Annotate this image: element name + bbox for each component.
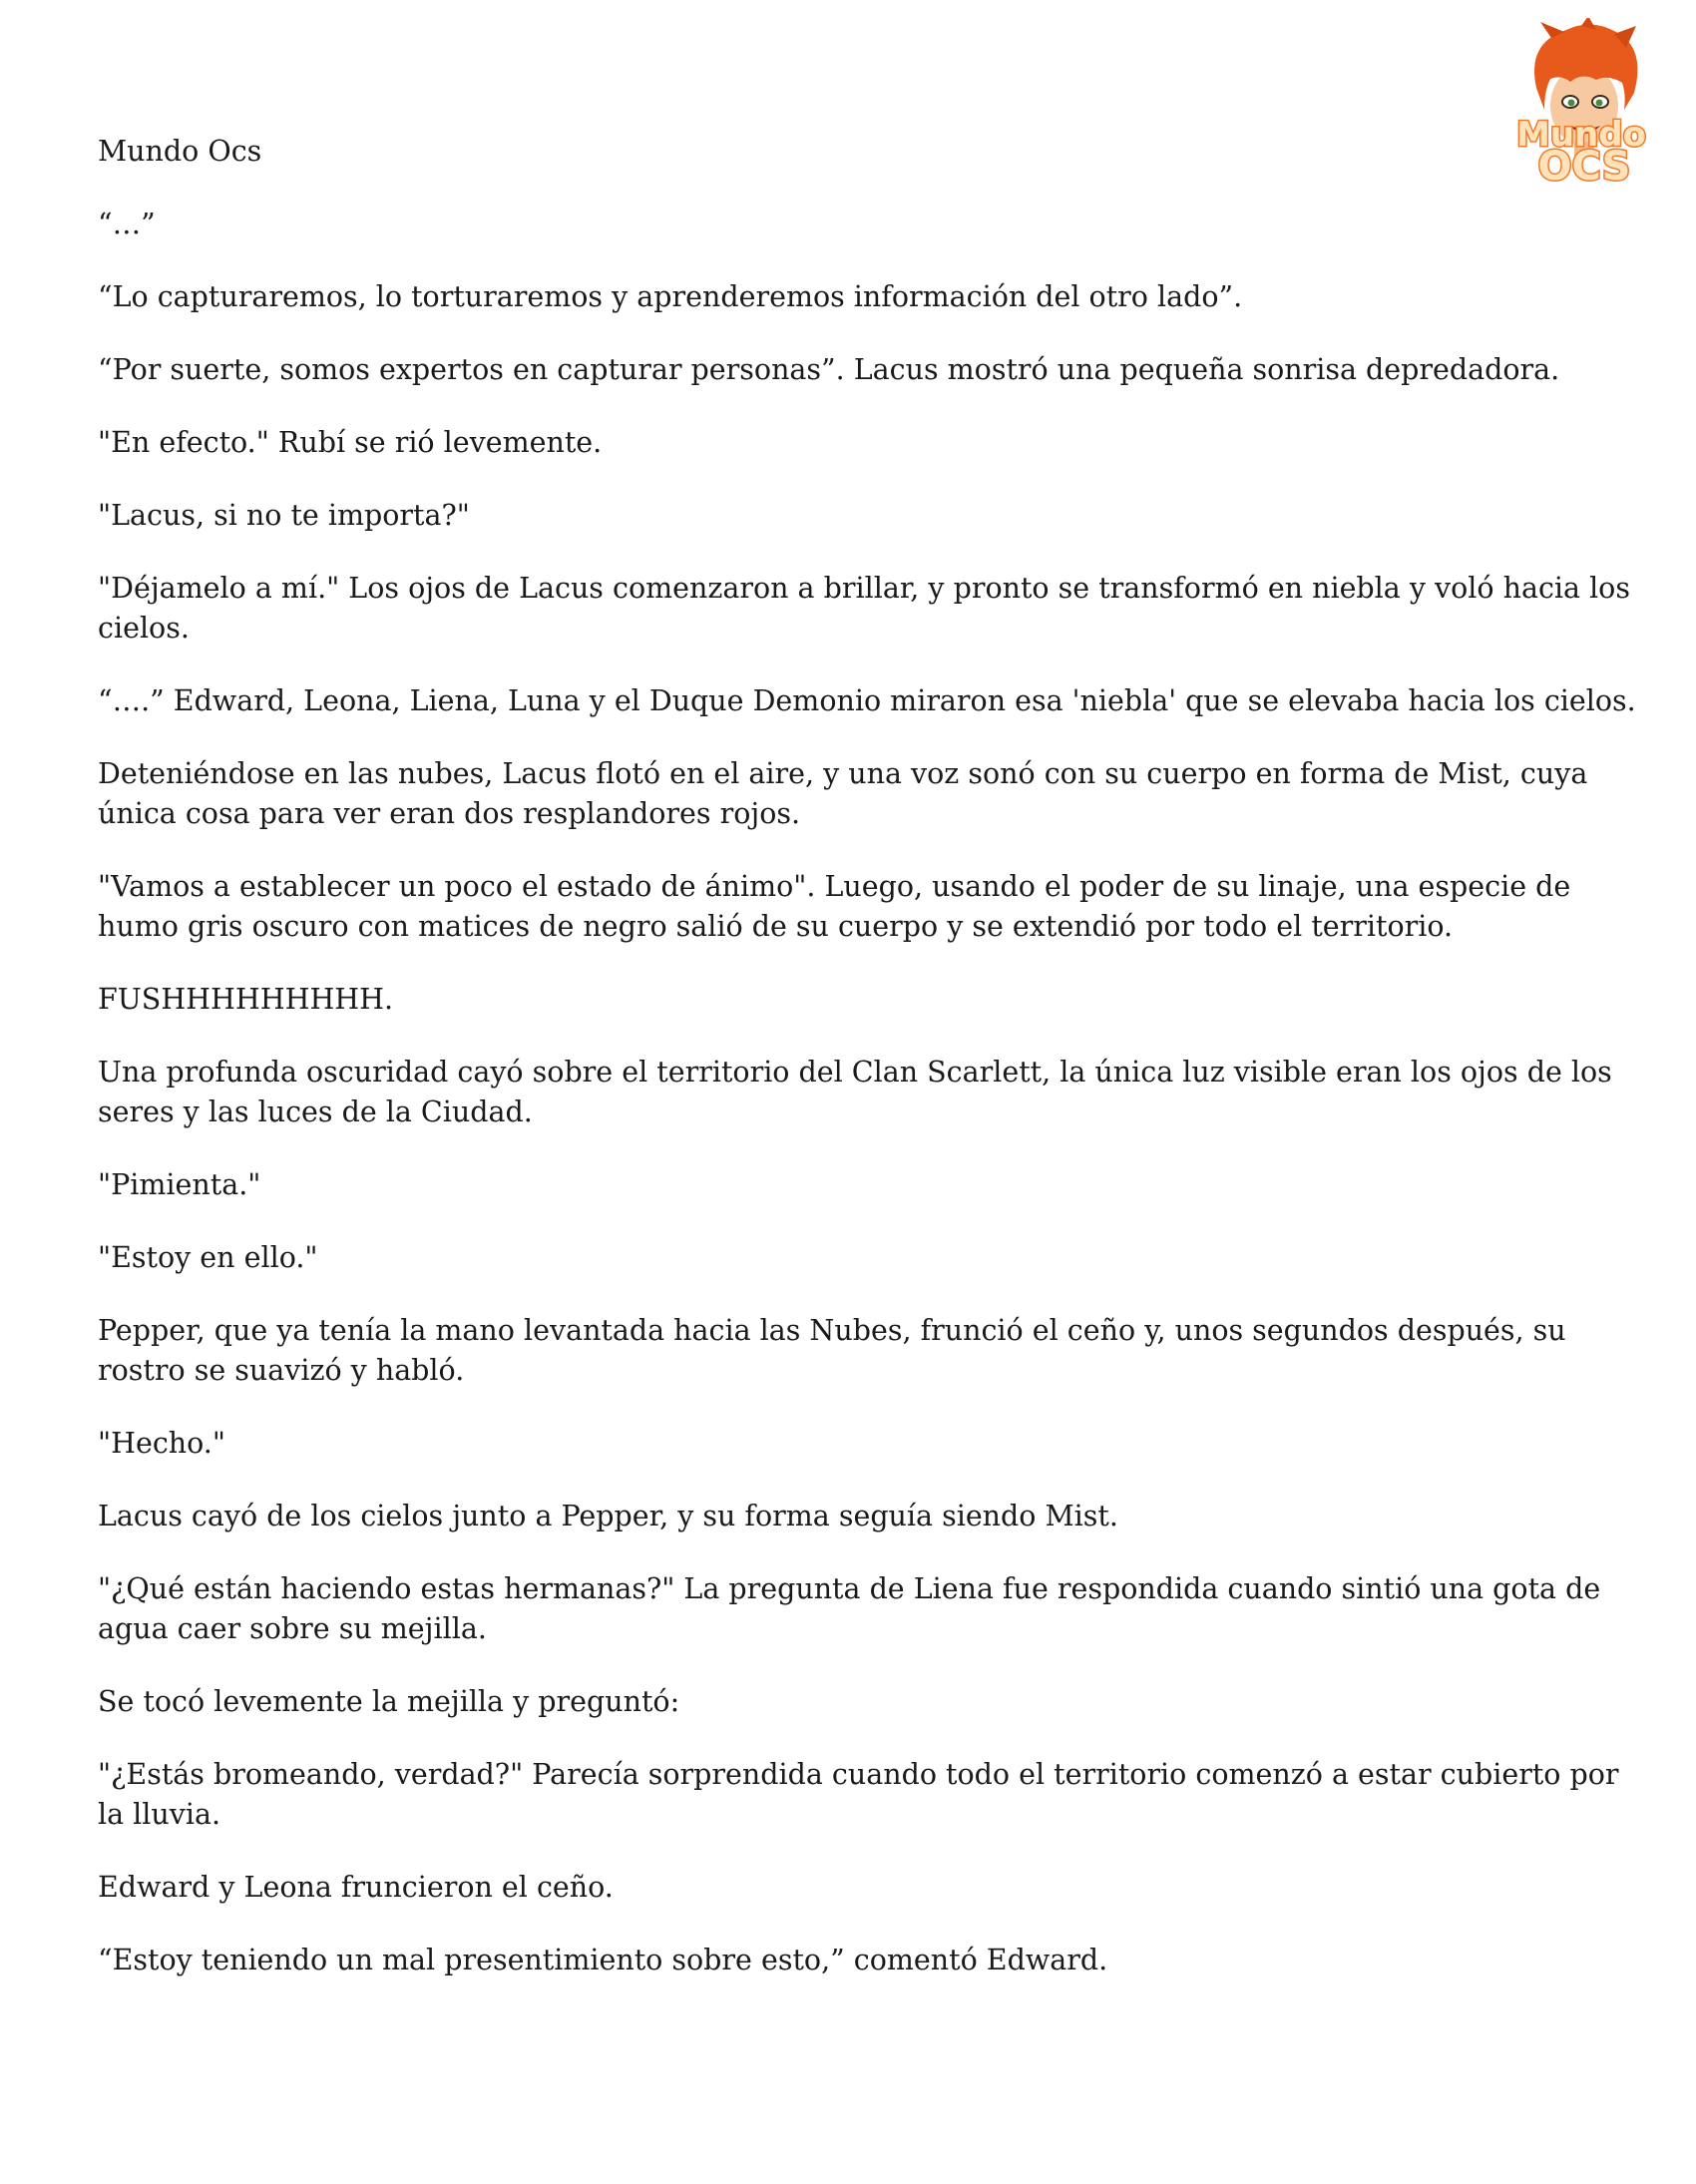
paragraph: "Lacus, si no te importa?" xyxy=(98,499,470,532)
paragraph: “…” xyxy=(98,208,156,240)
paragraph: Una profunda oscuridad cayó sobre el territorio del Clan Scarlett, la única luz visible eran los ojos de los seres y las luces de la Ciudad. xyxy=(98,1056,1612,1128)
paragraph: "Estoy en ello." xyxy=(98,1241,318,1274)
document-header-title: Mundo Ocs xyxy=(98,135,262,168)
paragraph: FUSHHHHHHHHH. xyxy=(98,983,394,1016)
paragraph: "¿Estás bromeando, verdad?" Parecía sorprendida cuando todo el territorio comenzó a estar cubierto por la lluvia. xyxy=(98,1758,1619,1831)
paragraph: "Vamos a establecer un poco el estado de ánimo". Luego, usando el poder de su linaje, una especie de humo gris oscuro con matices de negro salió de su cuerpo y se extendió por todo el territorio. xyxy=(98,870,1571,943)
paragraph: "¿Qué están haciendo estas hermanas?" La pregunta de Liena fue respondida cuando sintió una gota de agua caer sobre su mejilla. xyxy=(98,1572,1601,1645)
paragraph: “Estoy teniendo un mal presentimiento sobre esto,” comentó Edward. xyxy=(98,1944,1108,1976)
paragraph: Lacus cayó de los cielos junto a Pepper, y su forma seguía siendo Mist. xyxy=(98,1500,1118,1532)
paragraph-list xyxy=(98,205,1639,1980)
paragraph: Edward y Leona fruncieron el ceño. xyxy=(98,1871,614,1904)
paragraph: “Por suerte, somos expertos en capturar personas”. Lacus mostró una pequeña sonrisa depredadora. xyxy=(98,353,1560,386)
paragraph: Se tocó levemente la mejilla y preguntó: xyxy=(98,1685,680,1718)
paragraph: “….” Edward, Leona, Liena, Luna y el Duque Demonio miraron esa 'niebla' que se elevaba hacia los cielos. xyxy=(98,684,1636,717)
logo-text-line1: Mundo xyxy=(1516,115,1646,155)
logo-text-line2: OCS xyxy=(1537,144,1631,188)
document-body xyxy=(98,132,1639,2013)
paragraph: "En efecto." Rubí se rió levemente. xyxy=(98,426,603,459)
paragraph: "Déjamelo a mí." Los ojos de Lacus comenzaron a brillar, y pronto se transformó en niebla y voló hacia los cielos. xyxy=(98,572,1630,645)
paragraph: "Hecho." xyxy=(98,1427,225,1460)
paragraph: "Pimienta." xyxy=(98,1168,261,1201)
paragraph: Pepper, que ya tenía la mano levantada hacia las Nubes, frunció el ceño y, unos segundos después, su rostro se suavizó y habló. xyxy=(98,1314,1566,1387)
paragraph: Deteniéndose en las nubes, Lacus flotó en el aire, y una voz sonó con su cuerpo en forma de Mist, cuya única cosa para ver eran dos resplandores rojos. xyxy=(98,757,1588,830)
paragraph: “Lo capturaremos, lo torturaremos y aprenderemos información del otro lado”. xyxy=(98,280,1243,313)
